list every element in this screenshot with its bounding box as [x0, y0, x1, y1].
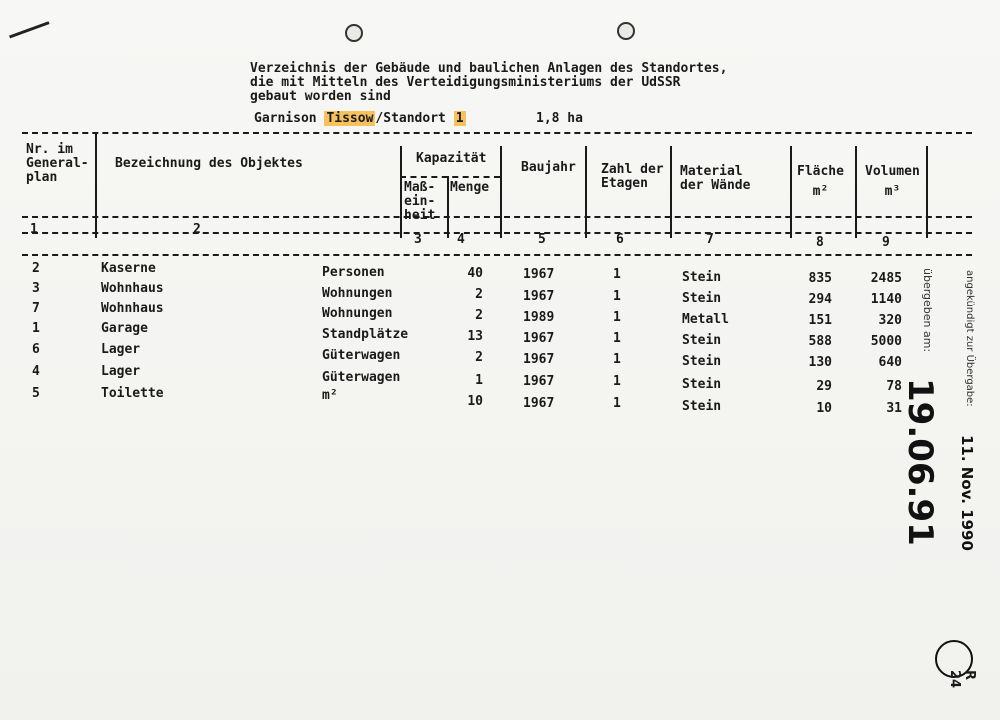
cell-floors: 1: [613, 331, 621, 346]
number-row-rule: [22, 232, 972, 234]
punch-hole-left: [345, 24, 363, 42]
cell-material: Stein: [682, 333, 722, 348]
header-nr-line3: plan: [26, 170, 58, 185]
cell-name: Kaserne: [101, 261, 156, 276]
cell-material: Stein: [682, 354, 722, 369]
garnison-label: Garnison: [254, 111, 317, 126]
col-number-7: 7: [706, 232, 714, 247]
cell-nr: 2: [32, 261, 40, 276]
margin-note-uebergeben-date: 19.06.91: [900, 378, 940, 546]
col-divider-1: [95, 132, 97, 238]
cell-unit: Güterwagen: [322, 348, 401, 363]
cell-qty: 2: [475, 350, 483, 365]
cell-floors: 1: [613, 267, 621, 282]
col-divider-4: [500, 146, 502, 238]
cell-name: Lager: [101, 342, 141, 357]
cell-unit: Standplätze: [322, 327, 409, 342]
col-divider-3: [447, 176, 449, 238]
cell-area: 835: [808, 271, 832, 286]
cell-name: Wohnhaus: [101, 281, 164, 296]
title-line-3: gebaut worden sind: [250, 89, 391, 104]
header-flaeche-line1: Fläche: [797, 164, 844, 179]
header-masseinheit-line2: ein-: [404, 194, 436, 209]
cell-unit: m²: [322, 388, 338, 403]
margin-note-angekuendigt: angekündigt zur Übergabe:: [964, 270, 975, 407]
cell-nr: 4: [32, 364, 40, 379]
area-size: 1,8 ha: [536, 111, 583, 126]
col-divider-9: [926, 146, 928, 238]
header-masseinheit-line3: heit: [404, 208, 436, 223]
cell-qty: 2: [475, 308, 483, 323]
table-row: [0, 342, 1000, 370]
cell-nr: 5: [32, 386, 40, 401]
cell-area: 151: [808, 313, 832, 328]
cell-volume: 5000: [870, 334, 902, 349]
cell-area: 130: [808, 355, 832, 370]
header-volumen: [865, 165, 920, 199]
header-masseinheit-line1: Maß-: [404, 180, 436, 195]
page-stamp-text: R 24: [947, 670, 977, 689]
garnison-name: Tissow: [326, 111, 374, 126]
garnison-line: [254, 111, 466, 126]
cell-floors: 1: [613, 396, 621, 411]
cell-volume: 2485: [870, 271, 902, 286]
cell-volume: 1140: [870, 292, 902, 307]
cell-name: Toilette: [101, 386, 164, 401]
cell-volume: 640: [878, 355, 902, 370]
col-number-8: 8: [816, 235, 824, 250]
header-etagen: [601, 163, 664, 191]
cell-material: Stein: [682, 399, 722, 414]
document-title: [250, 62, 727, 104]
cell-year: 1967: [523, 267, 555, 282]
cell-floors: 1: [613, 310, 621, 325]
paper-clip-mark: [9, 21, 53, 48]
cell-material: Stein: [682, 270, 722, 285]
cell-unit: Güterwagen: [322, 370, 401, 385]
cell-nr: 1: [32, 321, 40, 336]
cell-year: 1967: [523, 289, 555, 304]
cell-floors: 1: [613, 374, 621, 389]
header-masseinheit: [404, 181, 435, 223]
header-divider-rule: [22, 216, 972, 218]
header-baujahr: Baujahr: [521, 160, 576, 175]
cell-material: Stein: [682, 377, 722, 392]
col-divider-6: [670, 146, 672, 238]
cell-unit: Personen: [322, 265, 385, 280]
header-material-line2: der Wände: [680, 178, 751, 193]
cell-name: Wohnhaus: [101, 301, 164, 316]
cell-area: 294: [808, 292, 832, 307]
header-material: [680, 165, 750, 193]
header-volumen-line1: Volumen: [865, 164, 920, 179]
punch-hole-right: [617, 22, 635, 40]
cell-year: 1967: [523, 352, 555, 367]
header-etagen-line1: Zahl der: [601, 162, 664, 177]
cell-area: 10: [816, 401, 832, 416]
kapazitaet-sub-rule: [400, 176, 500, 178]
header-flaeche-unit: m²: [812, 184, 829, 199]
header-volumen-unit: m³: [884, 184, 901, 199]
standort-label: /Standort: [375, 111, 446, 126]
cell-material: Metall: [682, 312, 729, 327]
table-row: [0, 386, 1000, 416]
cell-name: Lager: [101, 364, 141, 379]
cell-floors: 1: [613, 352, 621, 367]
header-flaeche: [797, 165, 844, 199]
table-body-rule: [22, 254, 972, 256]
title-line-2: die mit Mitteln des Verteidigungsministeriums der UdSSR: [250, 75, 681, 90]
page-stamp: [935, 640, 977, 689]
cell-qty: 13: [467, 329, 483, 344]
col-number-1: 1: [30, 222, 38, 237]
cell-nr: 6: [32, 342, 40, 357]
cell-volume: 78: [886, 379, 902, 394]
header-material-line1: Material: [680, 164, 743, 179]
header-kapazitaet: Kapazität: [416, 151, 487, 166]
cell-year: 1967: [523, 374, 555, 389]
col-number-2: 2: [193, 222, 201, 237]
col-number-6: 6: [616, 232, 624, 247]
header-menge: Menge: [450, 180, 490, 195]
margin-note-uebergeben: übergeben am:: [921, 268, 934, 353]
title-line-1: Verzeichnis der Gebäude und baulichen Anlagen des Standortes,: [250, 61, 728, 76]
table-row: [0, 301, 1000, 328]
cell-name: Garage: [101, 321, 148, 336]
cell-qty: 1: [475, 373, 483, 388]
cell-qty: 40: [467, 266, 483, 281]
cell-nr: 3: [32, 281, 40, 296]
cell-volume: 320: [878, 313, 902, 328]
col-divider-7: [790, 146, 792, 238]
cell-year: 1967: [523, 396, 555, 411]
cell-unit: Wohnungen: [322, 306, 393, 321]
header-etagen-line2: Etagen: [601, 176, 648, 191]
col-divider-2: [400, 146, 402, 238]
col-divider-5: [585, 146, 587, 238]
col-number-3: 3: [414, 232, 422, 247]
cell-year: 1967: [523, 331, 555, 346]
table-row: [0, 281, 1000, 307]
cell-area: 29: [816, 379, 832, 394]
cell-qty: 10: [467, 394, 483, 409]
header-bezeichnung: Bezeichnung des Objektes: [115, 156, 303, 171]
cell-unit: Wohnungen: [322, 286, 393, 301]
cell-year: 1989: [523, 310, 555, 325]
cell-qty: 2: [475, 287, 483, 302]
cell-floors: 1: [613, 289, 621, 304]
col-divider-8: [855, 146, 857, 238]
cell-nr: 7: [32, 301, 40, 316]
table-top-rule: [22, 132, 972, 134]
cell-volume: 31: [886, 401, 902, 416]
header-nr-line2: General-: [26, 156, 89, 171]
table-row: [0, 261, 1000, 286]
margin-note-angekuendigt-date: 11. Nov. 1990: [958, 435, 976, 551]
header-nr-line1: Nr. im: [26, 142, 73, 157]
col-number-5: 5: [538, 232, 546, 247]
cell-material: Stein: [682, 291, 722, 306]
cell-area: 588: [808, 334, 832, 349]
col-number-4: 4: [457, 232, 465, 247]
col-number-9: 9: [882, 235, 890, 250]
standort-number: 1: [455, 111, 464, 126]
table-row: [0, 321, 1000, 349]
header-nr: [26, 143, 89, 185]
